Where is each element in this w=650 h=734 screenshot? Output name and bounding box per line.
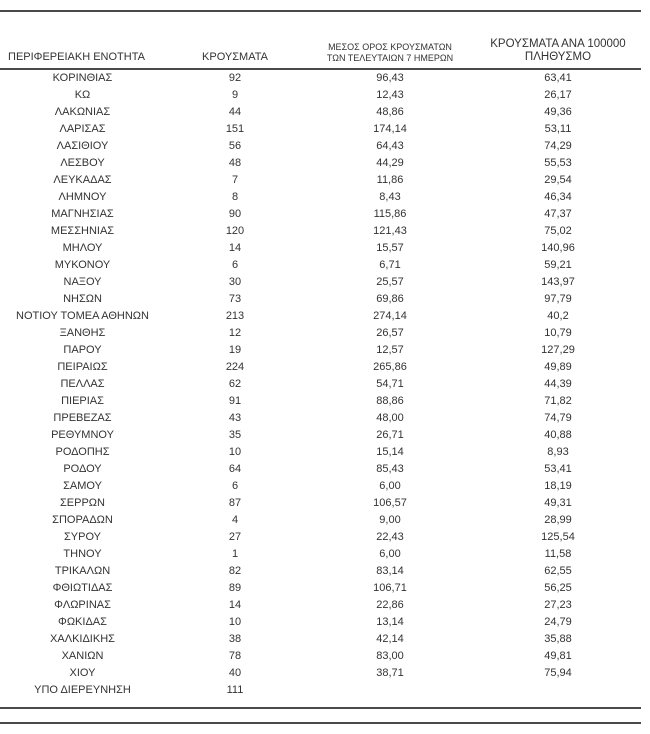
region-cell: ΝΟΤΙΟΥ ΤΟΜΕΑ ΑΘΗΝΩΝ [16, 310, 149, 322]
region-cell: ΛΑΚΩΝΙΑΣ [54, 106, 111, 118]
region-cell: ΦΘΙΩΤΙΔΑΣ [52, 582, 113, 594]
avg7day-cell: 115,86 [373, 208, 407, 220]
region-cell: ΛΑΡΙΣΑΣ [59, 123, 106, 135]
per100k-cell: 62,55 [544, 565, 572, 577]
per100k-cell: 26,17 [544, 89, 572, 101]
avg7day-cell: 22,86 [376, 599, 404, 611]
cases-cell: 6 [231, 259, 239, 271]
table-row [0, 189, 641, 206]
avg7day-cell: 11,86 [376, 174, 404, 186]
avg7day-cell: 83,14 [376, 565, 404, 577]
table-row [0, 529, 641, 546]
per100k-cell: 49,89 [544, 361, 572, 373]
table-row [0, 342, 641, 359]
per100k-cell: 53,41 [544, 463, 572, 475]
avg7day-cell: 22,43 [376, 531, 404, 543]
region-cell: ΛΑΣΙΘΙΟΥ [56, 140, 109, 152]
avg7day-cell: 121,43 [373, 225, 407, 237]
region-cell: ΠΡΕΒΕΖΑΣ [53, 412, 112, 424]
avg7day-cell: 44,29 [376, 157, 404, 169]
cases-cell: 14 [228, 242, 242, 254]
per100k-cell: 11,58 [544, 548, 572, 560]
cases-cell: 19 [228, 344, 242, 356]
table-row [0, 376, 641, 393]
column-header-cases-per-100k-line1: ΚΡΟΥΣΜΑΤΑ ΑΝΑ 100000 [490, 38, 626, 50]
table-row [0, 359, 641, 376]
avg7day-cell: 15,14 [376, 446, 404, 458]
cases-cell: 89 [228, 582, 242, 594]
cases-cell: 92 [228, 72, 242, 84]
per100k-cell: 56,25 [544, 582, 572, 594]
per100k-cell: 63,41 [544, 72, 572, 84]
cases-cell: 224 [225, 361, 245, 373]
region-cell: ΣΕΡΡΩΝ [60, 497, 105, 509]
per100k-cell: 8,93 [547, 446, 569, 458]
per100k-cell: 24,79 [544, 616, 572, 628]
table-row [0, 240, 641, 257]
cases-cell: 40 [228, 667, 242, 679]
cases-cell: 9 [231, 89, 239, 101]
table-row [0, 257, 641, 274]
table-row [0, 172, 641, 189]
table-row [0, 121, 641, 138]
avg7day-cell [305, 682, 475, 699]
column-header-cases-per-100k-line2: ΠΛΗΘΥΣΜΟ [524, 51, 592, 63]
avg7day-cell: 85,43 [376, 463, 404, 475]
region-cell: ΠΕΙΡΑΙΩΣ [57, 361, 108, 373]
table-body [0, 70, 641, 699]
avg7day-cell: 48,00 [376, 412, 404, 424]
region-cell: ΤΡΙΚΑΛΩΝ [54, 565, 111, 577]
per100k-cell: 28,99 [544, 514, 572, 526]
cases-cell: 213 [225, 310, 245, 322]
avg7day-cell: 106,57 [373, 497, 407, 509]
avg7day-cell: 48,86 [376, 106, 404, 118]
cases-cell: 35 [228, 429, 242, 441]
region-cell: ΧΑΝΙΩΝ [61, 650, 104, 662]
region-cell: ΥΠΟ ΔΙΕΡΕΥΝΗΣΗ [34, 684, 131, 696]
table-row [0, 223, 641, 240]
region-cell: ΠΙΕΡΙΑΣ [61, 395, 104, 407]
cases-cell: 151 [225, 123, 245, 135]
cases-cell: 120 [225, 225, 245, 237]
cases-cell: 10 [228, 616, 242, 628]
table-row [0, 478, 641, 495]
avg7day-cell: 26,71 [376, 429, 404, 441]
per100k-cell: 59,21 [544, 259, 572, 271]
cases-cell: 30 [228, 276, 242, 288]
table-row [0, 648, 641, 665]
cases-cell: 44 [228, 106, 242, 118]
next-section-top-rule [0, 722, 641, 724]
table-row [0, 393, 641, 410]
cases-cell: 12 [228, 327, 242, 339]
avg7day-cell: 96,43 [376, 72, 404, 84]
table-row [0, 427, 641, 444]
per100k-cell: 46,34 [544, 191, 572, 203]
per100k-cell: 40,2 [547, 310, 569, 322]
table-row [0, 87, 641, 104]
region-cell: ΜΗΛΟΥ [62, 242, 103, 254]
cases-cell: 43 [228, 412, 242, 424]
table-row [0, 444, 641, 461]
cases-cell: 56 [228, 140, 242, 152]
table-row [0, 138, 641, 155]
avg7day-cell: 15,57 [376, 242, 404, 254]
cases-cell: 87 [228, 497, 242, 509]
table-row [0, 512, 641, 529]
per100k-cell: 74,79 [544, 412, 572, 424]
region-cell: ΜΕΣΣΗΝΙΑΣ [50, 225, 115, 237]
cases-cell: 90 [228, 208, 242, 220]
table-row [0, 597, 641, 614]
per100k-cell: 27,23 [544, 599, 572, 611]
cases-cell: 8 [231, 191, 239, 203]
region-cell: ΝΑΞΟΥ [63, 276, 102, 288]
avg7day-cell: 38,71 [376, 667, 404, 679]
table-header-row [0, 33, 641, 67]
table-row [0, 70, 641, 87]
table-row [0, 682, 641, 699]
region-cell: ΚΟΡΙΝΘΙΑΣ [52, 72, 113, 84]
per100k-cell: 74,29 [544, 140, 572, 152]
per100k-cell: 40,88 [544, 429, 572, 441]
avg7day-cell: 6,00 [379, 480, 401, 492]
avg7day-cell: 6,71 [379, 259, 401, 271]
table-row [0, 155, 641, 172]
per100k-cell: 44,39 [544, 378, 572, 390]
region-cell: ΣΠΟΡΑΔΩΝ [52, 514, 113, 526]
per100k-cell: 140,96 [541, 242, 575, 254]
avg7day-cell: 9,00 [379, 514, 401, 526]
region-cell: ΠΑΡΟΥ [63, 344, 102, 356]
avg7day-cell: 12,57 [376, 344, 404, 356]
avg7day-cell: 274,14 [373, 310, 407, 322]
cases-cell: 6 [231, 480, 239, 492]
table-top-rule [0, 10, 641, 12]
region-cell: ΡΕΘΥΜΝΟΥ [51, 429, 114, 441]
table-bottom-rule [0, 707, 641, 709]
per100k-cell: 49,81 [544, 650, 572, 662]
cases-cell: 48 [228, 157, 242, 169]
avg7day-cell: 265,86 [373, 361, 407, 373]
column-header-7day-average-line2: ΤΩΝ ΤΕΛΕΥΤΑΙΩΝ 7 ΗΜΕΡΩΝ [326, 53, 454, 63]
cases-cell: 91 [228, 395, 242, 407]
avg7day-cell: 106,71 [373, 582, 407, 594]
cases-cell: 62 [228, 378, 242, 390]
cases-cell: 73 [228, 293, 242, 305]
region-cell: ΣΥΡΟΥ [63, 531, 101, 543]
cases-cell: 10 [228, 446, 242, 458]
per100k-cell: 49,36 [544, 106, 572, 118]
cases-cell: 111 [226, 684, 244, 696]
table-row [0, 495, 641, 512]
per100k-cell: 18,19 [544, 480, 572, 492]
per100k-cell: 35,88 [544, 633, 572, 645]
region-cell: ΧΑΛΚΙΔΙΚΗΣ [50, 633, 115, 645]
table-row [0, 104, 641, 121]
per100k-cell: 125,54 [541, 531, 575, 543]
per100k-cell: 71,82 [544, 395, 572, 407]
table-row [0, 631, 641, 648]
table-row [0, 325, 641, 342]
table-row [0, 614, 641, 631]
avg7day-cell: 8,43 [379, 191, 401, 203]
region-cell: ΞΑΝΘΗΣ [59, 327, 106, 339]
column-header-7day-average [305, 42, 475, 67]
region-cell: ΦΩΚΙΔΑΣ [58, 616, 107, 628]
per100k-cell: 29,54 [544, 174, 572, 186]
avg7day-cell: 12,43 [376, 89, 404, 101]
region-cell: ΛΗΜΝΟΥ [58, 191, 107, 203]
table-row [0, 563, 641, 580]
region-cell: ΛΕΥΚΑΔΑΣ [53, 174, 112, 186]
cases-cell: 82 [228, 565, 242, 577]
avg7day-cell: 64,43 [376, 140, 404, 152]
per100k-cell: 97,79 [544, 293, 572, 305]
region-cell: ΚΩ [74, 89, 91, 101]
per100k-cell: 55,53 [544, 157, 572, 169]
region-cell: ΦΛΩΡΙΝΑΣ [54, 599, 111, 611]
cases-cell: 64 [228, 463, 242, 475]
table-row [0, 410, 641, 427]
region-cell: ΡΟΔΟΠΗΣ [55, 446, 110, 458]
avg7day-cell: 69,86 [376, 293, 404, 305]
avg7day-cell: 42,14 [376, 633, 404, 645]
region-cell: ΡΟΔΟΥ [63, 463, 102, 475]
region-cell: ΣΑΜΟΥ [63, 480, 102, 492]
table-row [0, 308, 641, 325]
column-header-cases: ΚΡΟΥΣΜΑΤΑ [202, 51, 268, 64]
table-row [0, 206, 641, 223]
per100k-cell: 75,02 [544, 225, 572, 237]
avg7day-cell: 54,71 [376, 378, 404, 390]
table-row [0, 546, 641, 563]
region-cell: ΠΕΛΛΑΣ [60, 378, 105, 390]
per100k-cell: 47,37 [544, 208, 572, 220]
per100k-cell: 127,29 [541, 344, 575, 356]
avg7day-cell: 6,00 [379, 548, 401, 560]
column-header-cases-per-100k [475, 38, 641, 67]
region-cell: ΛΕΣΒΟΥ [60, 157, 105, 169]
column-header-regional-unit: ΠΕΡΙΦΕΡΕΙΑΚΗ ΕΝΟΤΗΤΑ [8, 51, 145, 64]
avg7day-cell: 26,57 [376, 327, 404, 339]
avg7day-cell: 174,14 [373, 123, 407, 135]
region-cell: ΤΗΝΟΥ [63, 548, 102, 560]
region-cell: ΜΑΓΝΗΣΙΑΣ [51, 208, 114, 220]
avg7day-cell: 83,00 [376, 650, 404, 662]
cases-cell: 7 [231, 174, 239, 186]
table-row [0, 665, 641, 682]
per100k-cell: 53,11 [544, 123, 572, 135]
table-row [0, 291, 641, 308]
cases-cell: 1 [231, 548, 239, 560]
table-row [0, 580, 641, 597]
region-cell: ΧΙΟΥ [69, 667, 96, 679]
avg7day-cell: 25,57 [376, 276, 404, 288]
region-cell: ΜΥΚΟΝΟΥ [54, 259, 111, 271]
cases-cell: 14 [228, 599, 242, 611]
per100k-cell: 143,97 [541, 276, 575, 288]
per100k-cell: 10,79 [544, 327, 572, 339]
avg7day-cell: 13,14 [376, 616, 404, 628]
cases-cell: 4 [231, 514, 239, 526]
cases-cell: 38 [228, 633, 242, 645]
cases-cell: 27 [228, 531, 242, 543]
per100k-cell: 75,94 [544, 667, 572, 679]
per100k-cell: 49,31 [544, 497, 572, 509]
cases-cell: 78 [228, 650, 242, 662]
table-row [0, 274, 641, 291]
avg7day-cell: 88,86 [376, 395, 404, 407]
table-row [0, 461, 641, 478]
region-cell: ΝΗΣΩΝ [63, 293, 102, 305]
column-header-7day-average-line1: ΜΕΣΟΣ ΟΡΟΣ ΚΡΟΥΣΜΑΤΩΝ [328, 42, 452, 52]
per100k-cell [475, 682, 641, 699]
